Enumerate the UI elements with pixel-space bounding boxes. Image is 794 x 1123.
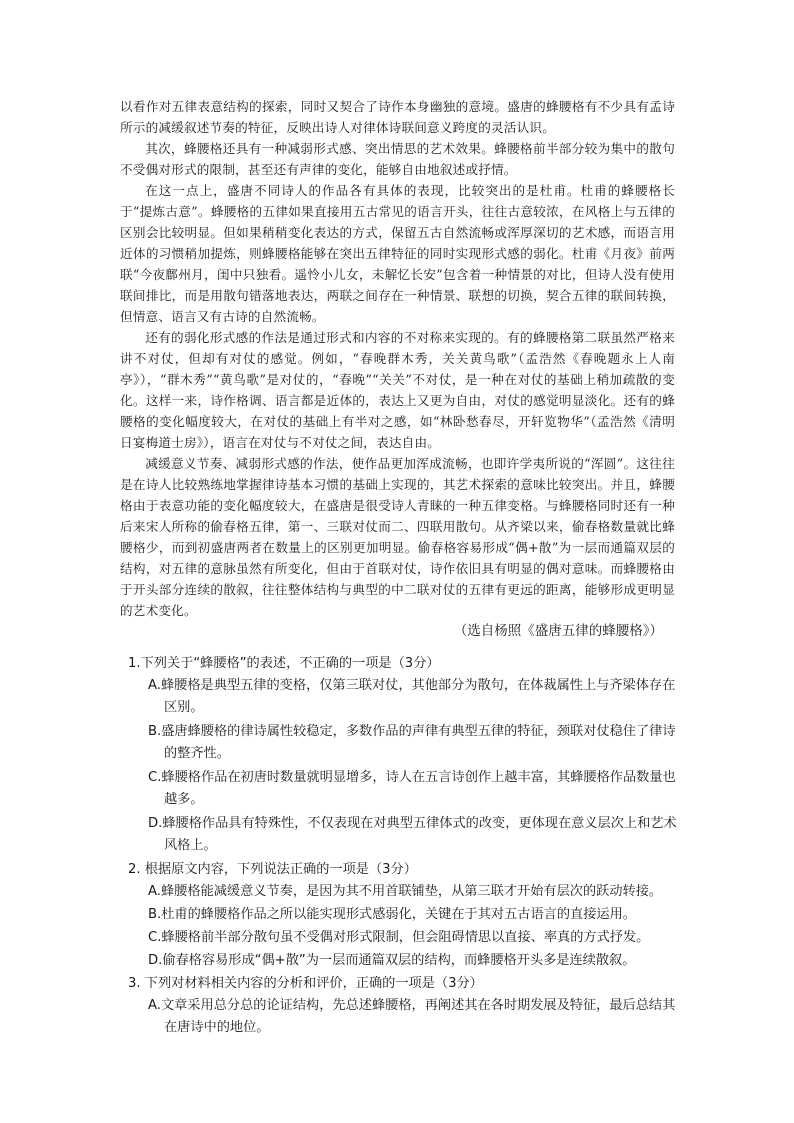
passage-paragraph-2: 其次，蜂腰格还具有一种减弱形式感、突出情思的艺术效果。蜂腰格前半部分较为集中的散句不受偶对形式的限制，甚至还有声律的变化，能够自由地叙述或抒情。 [120, 141, 675, 177]
question-1-option-d [120, 813, 680, 857]
option-text: A.蜂腰格是典型五律的变格，仅第三联对仗，其他部分为散句，在体裁属性上与齐梁体存在区别。 [148, 678, 676, 715]
option-text: A.文章采用总分总的论证结构，先总述蜂腰格，再阐述其在各时期发展及特征，最后总结其在唐诗中的地位。 [148, 998, 676, 1035]
option-text: D.偷春格容易形成“偶+散”为一层而通篇双层的结构，而蜂腰格开头多是连续散叙。 [148, 953, 636, 968]
question-1-option-c [120, 767, 680, 811]
passage-paragraph-1: 以看作对五律表意结构的探索，同时又契合了诗作本身幽独的意境。盛唐的蜂腰格有不少具有孟诗所示的减缓叙述节奏的特征，反映出诗人对律体诗联间意义跨度的灵活认识。 [120, 99, 675, 135]
question-2-option-c [120, 927, 680, 949]
question-2 [120, 859, 680, 972]
option-text: D.蜂腰格作品具有特殊性，不仅表现在对典型五律体式的改变，更体现在意义层次上和艺术风格上。 [148, 816, 677, 853]
question-1 [120, 653, 680, 857]
question-1-option-b [120, 721, 680, 765]
option-text: B.盛唐蜂腰格的律诗属性较稳定，多数作品的声律有典型五律的特征，颈联对仗稳住了律诗的整齐性。 [148, 724, 676, 761]
option-text: C.蜂腰格作品在初唐时数量就明显增多，诗人在五言诗创作上越丰富，其蜂腰格作品数量也越多。 [148, 770, 676, 807]
question-2-stem: 2. 根据原文内容，下列说法正确的一项是（3分） [128, 862, 417, 877]
option-text: C.蜂腰格前半部分散句虽不受偶对形式限制，但会阻碍情思以直接、率真的方式抒发。 [148, 930, 650, 945]
option-text: A.蜂腰格能减缓意义节奏，是因为其不用首联铺垫，从第三联才开始有层次的跃动转接。 [148, 884, 663, 899]
question-3 [120, 973, 680, 1039]
question-3-option-a [120, 995, 680, 1039]
question-1-option-a [120, 675, 680, 719]
passage-paragraph-4: 还有的弱化形式感的作法是通过形式和内容的不对称来实现的。有的蜂腰格第二联虽然严格来讲不对仗，但却有对仗的感觉。例如，“春晚群木秀，关关黄鸟歌”（孟浩然《春晚题永上人南亭》），“群木秀”“黄鸟歌”是对仗的，“春晚”“关关”不对仗，是一种在对仗的基础上稍加疏散的变化。这样一来，诗作格调、语言都是近体的，表达上又更为自由，对仗的感觉明显淡化。还有的蜂腰格的变化幅度较大，在对仗的基础上有半对之感，如“林卧愁春尽，开轩览物华”（孟浩然《清明日宴梅道士房》），语言在对仗与不对仗之间，表达自由。 [120, 330, 675, 450]
question-2-option-d [120, 950, 680, 972]
question-3-stem: 3. 下列对材料相关内容的分析和评价，正确的一项是（3分） [128, 976, 483, 991]
passage-paragraph-5: 减缓意义节奏、减弱形式感的作法，使作品更加浑成流畅，也即许学夷所说的“浑圆”。这往往是在诗人比较熟练地掌握律诗基本习惯的基础上实现的，其艺术探索的意味比较突出。并且，蜂腰格由于表意功能的变化幅度较大，在盛唐是很受诗人青睐的一种五律变格。与蜂腰格同时还有一种后来宋人所称的偷春格五律，第一、三联对仗而二、四联用散句。从齐梁以来，偷春格数量就比蜂腰格少，而到初盛唐两者在数量上的区别更加明显。偷春格容易形成“偶+散”为一层而通篇双层的结构，对五律的意脉虽然有所变化，但由于首联对仗，诗作依旧具有明显的偶对意味。而蜂腰格由于开头部分连续的散叙，往往整体结构与典型的中二联对仗的五律有更远的距离，能够形成更明显的艺术变化。 [120, 456, 675, 618]
question-2-option-a [120, 881, 680, 903]
question-list [120, 653, 680, 1040]
option-text: B.杜甫的蜂腰格作品之所以能实现形式感弱化，关键在于其对五古语言的直接运用。 [148, 907, 636, 922]
reading-passage [120, 96, 675, 642]
passage-source: （选自杨照《盛唐五律的蜂腰格》） [453, 623, 663, 639]
question-1-stem: 1.下列关于“蜂腰格”的表述，不正确的一项是（3分） [128, 656, 440, 671]
passage-paragraph-3: 在这一点上，盛唐不同诗人的作品各有具体的表现，比较突出的是杜甫。杜甫的蜂腰格长于“提炼古意”。蜂腰格的五律如果直接用五古常见的语言开头，往往古意较浓，在风格上与五律的区别会比较明显。但如果稍稍变化表达的方式，保留五古自然流畅或浑厚深切的艺术感，而语言用近体的习惯稍加提炼，则蜂腰格能够在突出五律特征的同时实现形式感的弱化。杜甫《月夜》前两联“今夜鄜州月，闺中只独看。遥怜小儿女，未解忆长安”包含着一种情景的对比，但诗人没有使用联间排比，而是用散句错落地表达，两联之间存在一种情景、联想的切换，契合五律的联间转换，但情意、语言又有古诗的自然流畅。 [120, 183, 675, 324]
question-2-option-b [120, 904, 680, 926]
